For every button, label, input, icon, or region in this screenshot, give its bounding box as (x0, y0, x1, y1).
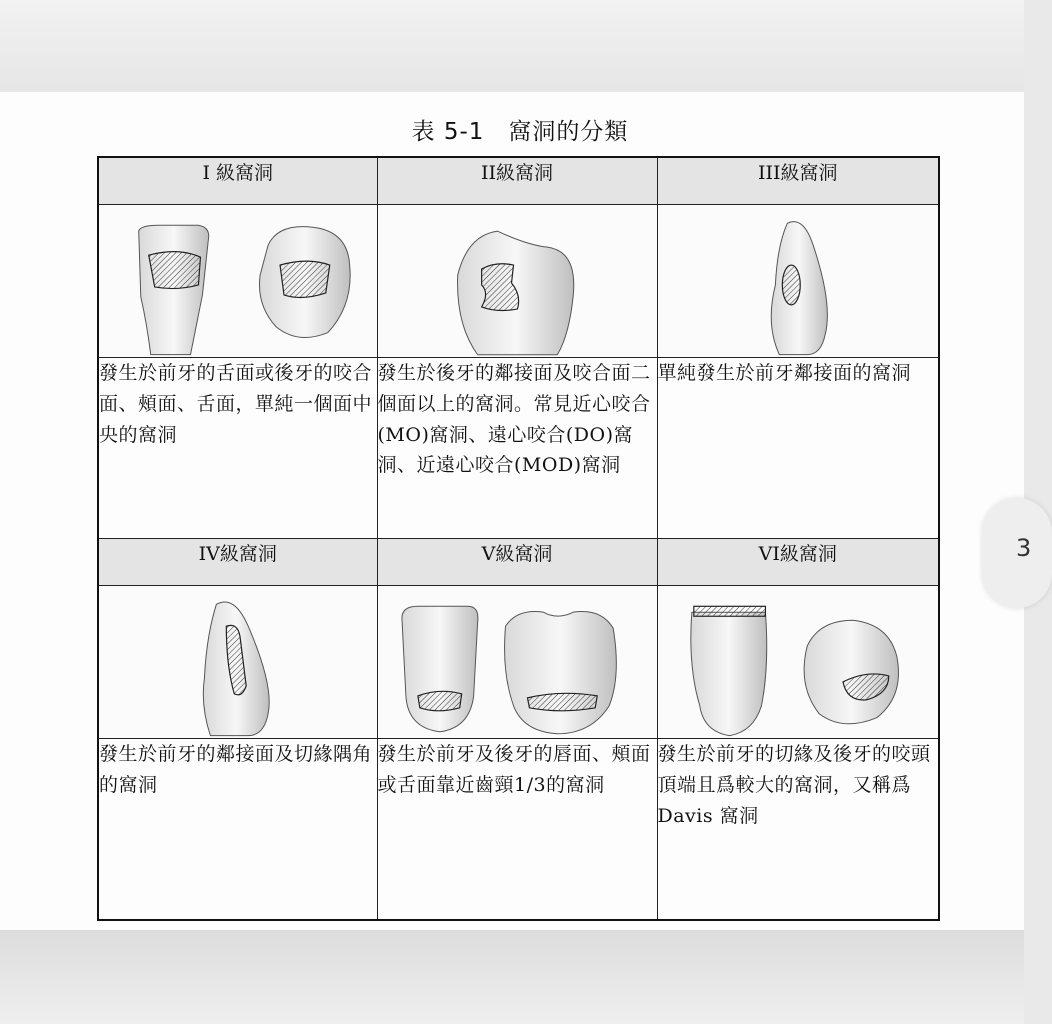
class-1-description: 發生於前牙的舌面或後牙的咬合面、頰面、舌面，單純一個面中央的窩洞 (98, 358, 377, 539)
class-4-teeth-illustration (99, 586, 377, 738)
side-handle-label: 3 (1016, 534, 1032, 562)
class-5-description: 發生於前牙及後牙的唇面、頰面或舌面靠近齒頸1/3的窩洞 (377, 739, 657, 921)
blurred-background-top (0, 0, 1024, 92)
class-6-image-cell (657, 586, 939, 739)
cavity-classification-table (97, 156, 940, 921)
class-4-image-cell (98, 586, 377, 739)
header-row-1 (98, 157, 939, 205)
molar-cervical-cavity-icon (504, 611, 616, 733)
incisor-incisal-edge-cavity-icon (690, 606, 766, 735)
class-3-description: 單純發生於前牙鄰接面的窩洞 (657, 358, 939, 539)
class-6-teeth-illustration (658, 586, 939, 738)
molar-proximal-cavity-icon (457, 231, 573, 355)
image-row-1 (98, 205, 939, 358)
header-class-3: III級窩洞 (657, 157, 939, 205)
text-row-2 (98, 739, 939, 921)
class-2-image-cell (377, 205, 657, 358)
header-class-6: VI級窩洞 (657, 539, 939, 586)
canine-incisal-angle-cavity-icon (203, 602, 269, 736)
header-class-5: V級窩洞 (377, 539, 657, 586)
incisor-lingual-cavity-icon (139, 225, 209, 354)
class-1-teeth-illustration (99, 205, 377, 357)
class-3-teeth-illustration (658, 205, 939, 357)
class-2-description: 發生於後牙的鄰接面及咬合面二個面以上的窩洞。常見近心咬合(MO)窩洞、遠心咬合(DO)窩洞、近遠心咬合(MOD)窩洞 (377, 358, 657, 539)
header-row-2 (98, 539, 939, 586)
class-1-image-cell (98, 205, 377, 358)
incisor-cervical-cavity-icon (401, 606, 477, 732)
side-navigation-handle[interactable] (982, 498, 1052, 608)
header-class-1: I 級窩洞 (98, 157, 377, 205)
class-2-teeth-illustration (378, 205, 657, 357)
header-class-2: II級窩洞 (377, 157, 657, 205)
blurred-background-bottom (0, 930, 1024, 1024)
molar-occlusal-cavity-icon (259, 227, 350, 338)
header-class-4: IV級窩洞 (98, 539, 377, 586)
table-title: 表 5-1 窩洞的分類 (411, 119, 629, 145)
text-row-1 (98, 358, 939, 539)
canine-proximal-cavity-icon (771, 222, 827, 355)
class-5-teeth-illustration (378, 586, 657, 738)
class-4-description: 發生於前牙的鄰接面及切緣隅角的窩洞 (98, 739, 377, 921)
class-3-image-cell (657, 205, 939, 358)
image-row-2 (98, 586, 939, 739)
class-6-description: 發生於前牙的切緣及後牙的咬頭頂端且爲較大的窩洞，又稱爲 Davis 窩洞 (657, 739, 939, 921)
molar-cusp-tip-cavity-icon (804, 620, 898, 724)
class-5-image-cell (377, 586, 657, 739)
